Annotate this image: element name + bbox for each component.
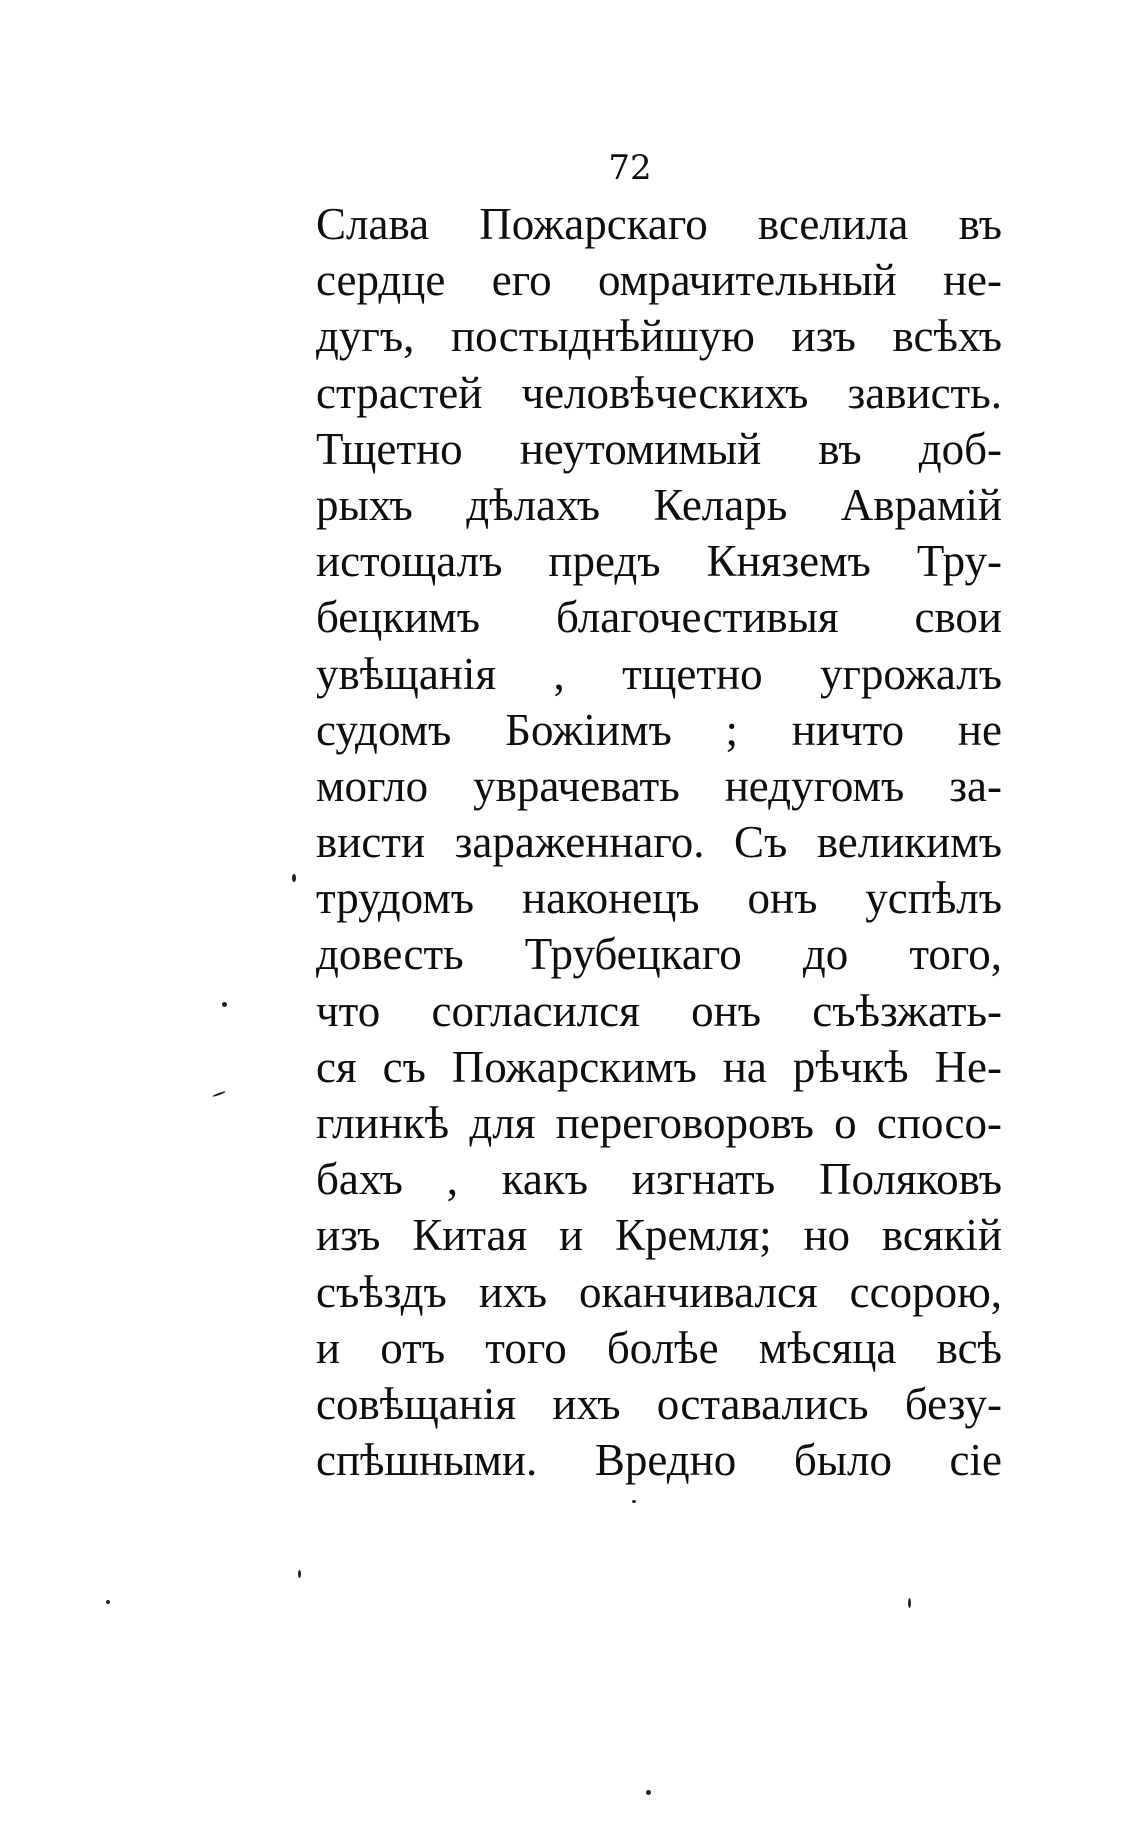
- scan-speck: [646, 1790, 651, 1795]
- scan-speck: [632, 1500, 636, 1503]
- text-line: изъ Китая и Кремля; но всякій: [316, 1210, 1002, 1261]
- text-line: довесть Трубецкаго до того,: [316, 929, 1002, 980]
- text-line: сердце его омрачительный не-: [316, 255, 1002, 306]
- text-line: могло уврачевать недугомъ за-: [316, 760, 1002, 811]
- text-line: висти зараженнаго. Съ великимъ: [316, 817, 1002, 868]
- text-line: бахъ , какъ изгнать Поляковъ: [316, 1154, 1002, 1205]
- text-line: что согласился онъ съѣзжать-: [316, 985, 1002, 1036]
- body-text: [316, 196, 1002, 1488]
- scan-speck: [908, 1598, 911, 1608]
- text-line: дугъ, постыднѣйшую изъ всѣхъ: [316, 311, 1002, 362]
- text-line: истощалъ предъ Княземъ Тру-: [316, 536, 1002, 587]
- text-line: судомъ Божіимъ ; ничто не: [316, 704, 1002, 755]
- text-line: страстей человѣческихъ зависть.: [316, 367, 1002, 418]
- page-number: 72: [608, 148, 652, 188]
- text-line: трудомъ наконецъ онъ успѣлъ: [316, 873, 1002, 924]
- scan-speck: [106, 1600, 110, 1604]
- text-line: увѣщанія , тщетно угрожалъ: [316, 648, 1002, 699]
- scan-speck: [298, 1570, 301, 1578]
- scan-speck: [212, 1091, 226, 1098]
- scan-speck: [222, 1002, 227, 1007]
- text-line: глинкѣ для переговоровъ о спосо-: [316, 1098, 1002, 1148]
- text-line: бецкимъ благочестивыя свои: [316, 592, 1002, 643]
- text-line: и отъ того болѣе мѣсяца всѣ: [316, 1322, 1002, 1373]
- text-line: спѣшными. Вредно было сіе: [316, 1435, 1002, 1486]
- text-line: Слава Пожарскаго вселила въ: [316, 199, 1002, 249]
- scan-speck: [292, 874, 296, 882]
- text-line: совѣщанія ихъ оставались безу-: [316, 1378, 1002, 1429]
- text-line: Тщетно неутомимый въ доб-: [316, 423, 1002, 474]
- text-line: съѣздъ ихъ оканчивался ссорою,: [316, 1266, 1002, 1317]
- text-line: рыхъ дѣлахъ Келарь Аврамій: [316, 479, 1002, 530]
- text-line: ся съ Пожарскимъ на рѣчкѣ Не-: [316, 1041, 1002, 1092]
